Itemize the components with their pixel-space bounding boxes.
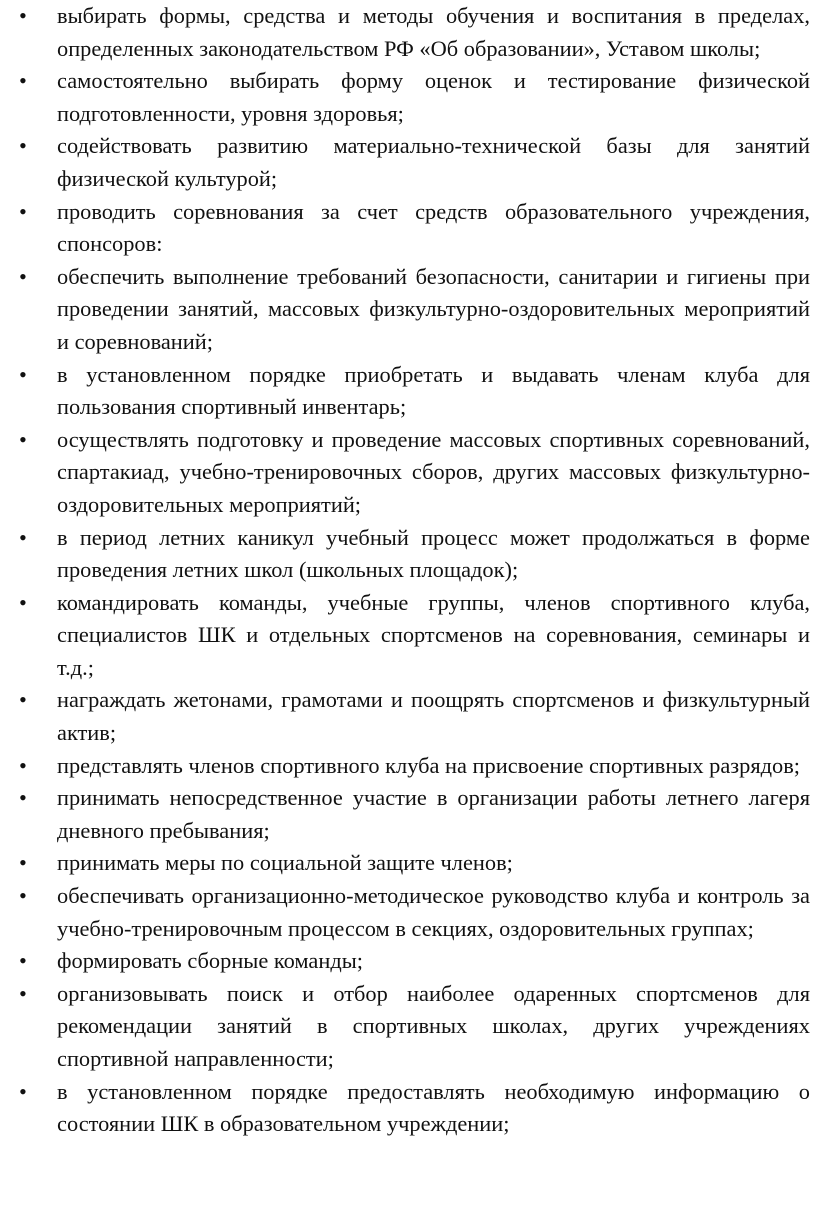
list-item-text: обеспечить выполнение требований безопасности, санитарии и гигиены при проведении занятий, массовых физкультурно-оздоровительных мероприятий и соревнований; [57, 263, 810, 354]
list-item-text: осуществлять подготовку и проведение массовых спортивных соревнований, спартакиад, учебно-тренировочных сборов, других массовых физкультурно-оздоровительных мероприятий; [57, 426, 810, 517]
bullet-icon: • [19, 133, 27, 159]
list-item-text: принимать меры по социальной защите членов; [57, 850, 513, 876]
list-item [0, 65, 816, 130]
list-item [0, 750, 816, 783]
list-item-text: проводить соревнования за счет средств образовательного учреждения, спонсоров: [57, 198, 810, 257]
bullet-icon: • [19, 3, 27, 28]
list-item [0, 978, 816, 1076]
list-item-text: выбирать формы, средства и методы обучения и воспитания в пределах, определенных законодательством РФ «Об образовании», Уставом школы; [57, 3, 810, 61]
bullet-icon: • [19, 980, 27, 1006]
bullet-icon: • [19, 883, 27, 909]
bullet-icon: • [19, 426, 27, 452]
bullet-icon: • [19, 198, 27, 224]
list-item-text: командировать команды, учебные группы, членов спортивного клуба, специалистов ШК и отдельных спортсменов на соревнования, семинары и т.д.; [57, 589, 810, 680]
bullet-icon: • [19, 752, 27, 778]
bullet-icon: • [19, 68, 27, 94]
list-item [0, 1076, 816, 1141]
bullet-icon: • [19, 589, 27, 615]
list-item [0, 0, 816, 65]
list-item [0, 945, 816, 978]
list-item-text: в установленном порядке приобретать и выдавать членам клуба для пользования спортивный инвентарь; [57, 361, 810, 420]
bullet-icon: • [19, 785, 27, 811]
list-item-text: организовывать поиск и отбор наиболее одаренных спортсменов для рекомендации занятий в спортивных школах, других учреждениях спортивной направленности; [57, 980, 810, 1071]
bullet-icon: • [19, 361, 27, 387]
list-item [0, 261, 816, 359]
list-item [0, 522, 816, 587]
list-item [0, 196, 816, 261]
list-item [0, 130, 816, 195]
list-item-text: награждать жетонами, грамотами и поощрять спортсменов и физкультурный актив; [57, 687, 810, 746]
list-item [0, 880, 816, 945]
list-item-text: формировать сборные команды; [57, 948, 363, 974]
bullet-icon: • [19, 850, 27, 876]
list-item [0, 424, 816, 522]
list-item [0, 587, 816, 685]
list-item-text: содействовать развитию материально-технической базы для занятий физической культурой; [57, 133, 810, 191]
list-item [0, 782, 816, 847]
bullet-icon: • [19, 948, 27, 974]
list-item [0, 684, 816, 749]
list-item-text: представлять членов спортивного клуба на присвоение спортивных разрядов; [57, 752, 801, 778]
bullet-icon: • [19, 524, 27, 550]
bullet-icon: • [19, 687, 27, 713]
list-item [0, 359, 816, 424]
list-item-text: принимать непосредственное участие в организации работы летнего лагеря дневного пребывания; [57, 785, 810, 843]
list-item [0, 847, 816, 880]
bullet-icon: • [19, 1078, 27, 1104]
list-item-text: самостоятельно выбирать форму оценок и тестирование физической подготовленности, уровня здоровья; [57, 68, 810, 126]
list-item-text: в установленном порядке предоставлять необходимую информацию о состоянии ШК в образовательном учреждении; [57, 1078, 810, 1137]
list-item-text: обеспечивать организационно-методическое руководство клуба и контроль за учебно-тренировочным процессом в секциях, оздоровительных группах; [57, 883, 810, 941]
list-item-text: в период летних каникул учебный процесс может продолжаться в форме проведения летних школ (школьных площадок); [57, 524, 810, 583]
bullet-icon: • [19, 263, 27, 289]
